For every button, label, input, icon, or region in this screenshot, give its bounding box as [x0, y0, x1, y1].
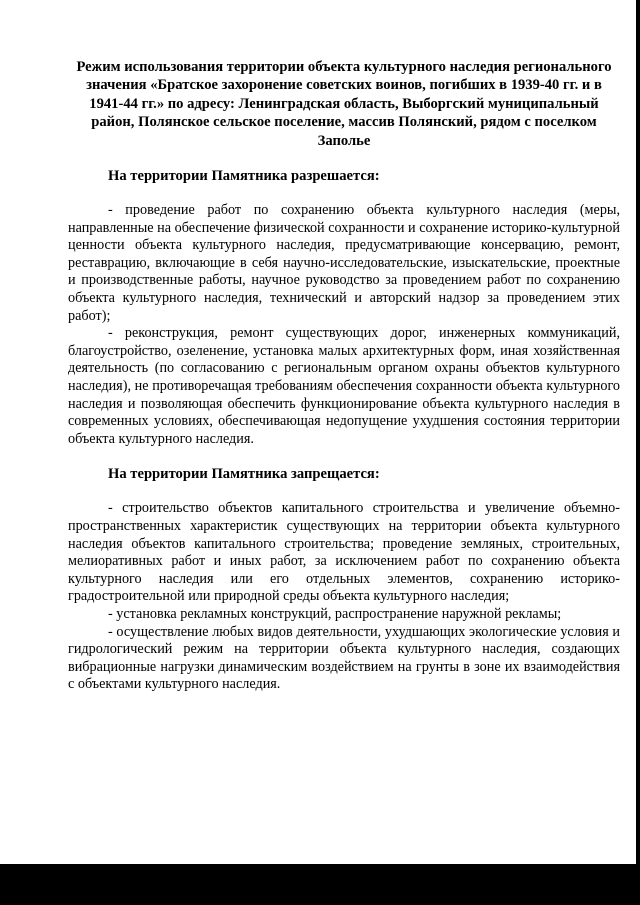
forbidden-item: - установка рекламных конструкций, распространение наружной рекламы;	[108, 605, 562, 622]
forbidden-item: - строительство объектов капитального строительства и увеличение объемно-пространственных характеристик существующих на территории объекта культурного наследия объектов капитального строительства; проведение земляных, строительных, мелиоративных работ и иных работ, за исключением работ по сохранению объекта культурного наследия или его отдельных элементов, сохранению историко-градостроительной или природной среды объекта культурного наследия;	[68, 500, 620, 605]
forbidden-item: - осуществление любых видов деятельности, ухудшающих экологические условия и гидрологический режим на территории объекта культурного наследия, создающих вибрационные нагрузки динамическим воздействием на грунты в зоне их взаимодействия с объектами культурного наследия.	[68, 623, 620, 693]
allowed-heading: На территории Памятника разрешается:	[108, 168, 380, 185]
viewer-bottom-bar	[0, 864, 640, 905]
allowed-list	[68, 202, 620, 448]
forbidden-list	[68, 500, 620, 694]
document-body	[68, 58, 620, 694]
allowed-item: - реконструкция, ремонт существующих дорог, инженерных коммуникаций, благоустройство, озеленение, установка малых архитектурных форм, иная хозяйственная деятельность (по согласованию с региональным органом охраны объектов культурного наследия), не противоречащая требованиям обеспечения сохранности объекта культурного наследия и позволяющая обеспечить функционирование объекта культурного наследия в современных условиях, обеспечивающая недопущение ухудшения состояния территории объекта культурного наследия.	[68, 325, 620, 447]
forbidden-heading: На территории Памятника запрещается:	[108, 466, 380, 483]
allowed-item: - проведение работ по сохранению объекта культурного наследия (меры, направленные на обеспечение физической сохранности и сохранение историко-культурной ценности объекта культурного наследия, предусматривающие консервацию, ремонт, реставрацию, включающие в себя научно-исследовательские, изыскательские, проектные и производственные работы, научное руководство за проведением работ по сохранению объекта культурного наследия, технический и авторский надзор за проведением этих работ);	[68, 202, 620, 324]
document-title: Режим использования территории объекта культурного наследия регионального значения «Братское захоронение советских воинов, погибших в 1939-40 гг. и в 1941-44 гг.» по адресу: Ленинградская область, Выборгский муниципальный район, Полянское сельское поселение, массив Полянский, рядом с поселком Заполье	[76, 59, 612, 149]
